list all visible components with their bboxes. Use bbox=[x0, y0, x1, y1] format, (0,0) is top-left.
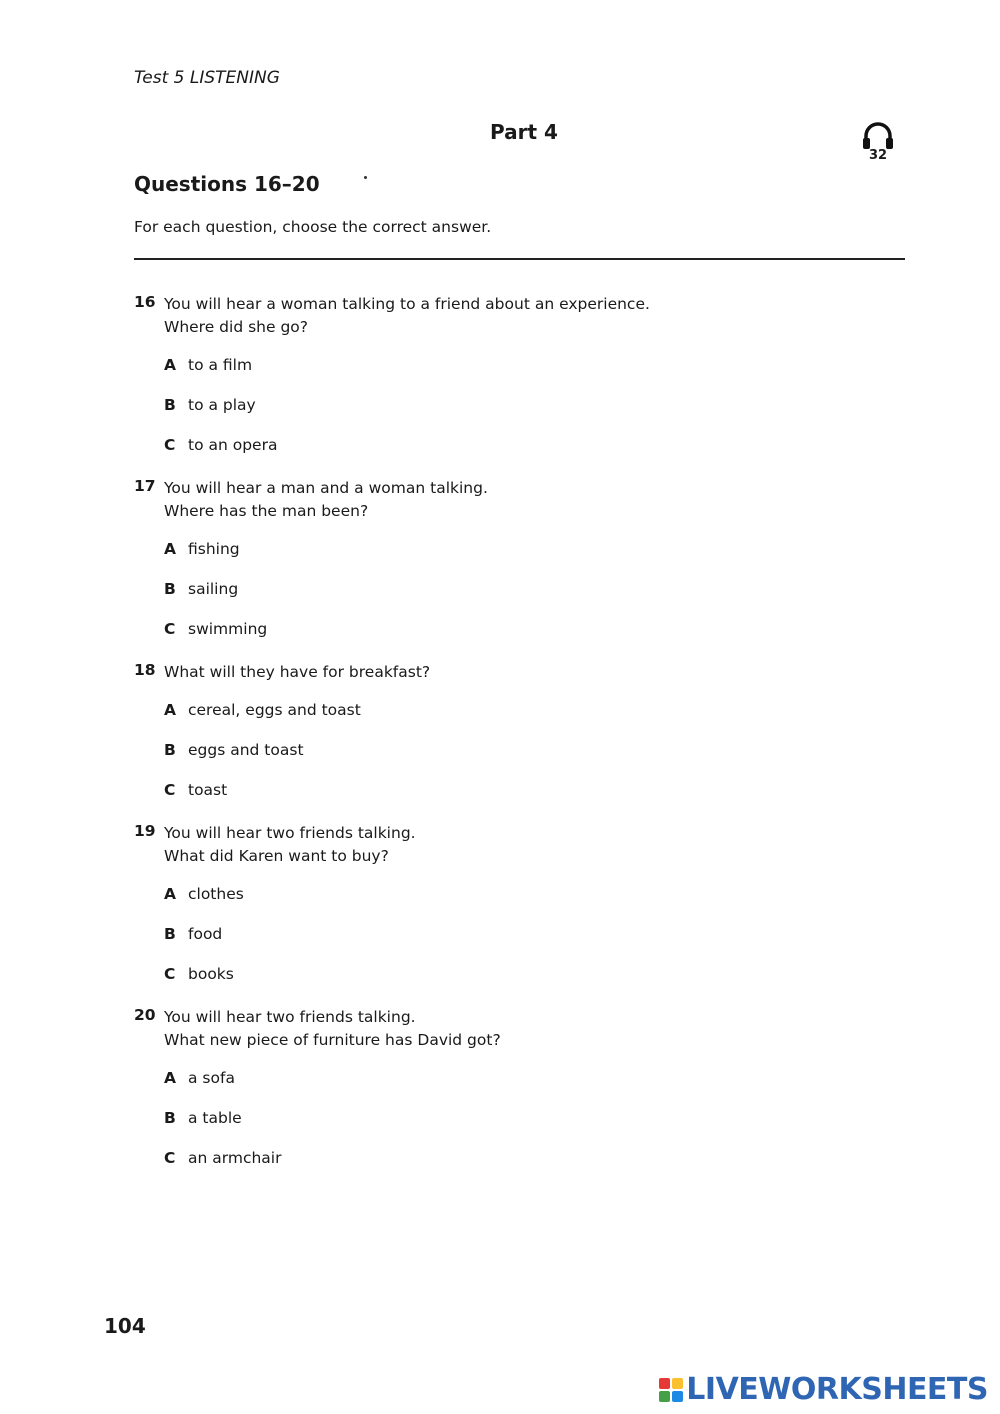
questions-heading: Questions 16–20 bbox=[134, 172, 320, 196]
question-line: What new piece of furniture has David got? bbox=[164, 1031, 501, 1049]
question-line: Where has the man been? bbox=[164, 502, 369, 520]
question-number: 19 bbox=[134, 822, 156, 840]
option-list bbox=[164, 356, 894, 476]
option-letter: A bbox=[164, 356, 176, 374]
option-letter: A bbox=[164, 1069, 176, 1087]
question-list bbox=[134, 293, 894, 1190]
option-letter: B bbox=[164, 925, 176, 943]
option-text: to an opera bbox=[188, 436, 278, 454]
option-letter: C bbox=[164, 781, 176, 799]
logo-tile bbox=[672, 1378, 683, 1389]
liveworksheets-logo-icon bbox=[659, 1378, 683, 1402]
option-letter: B bbox=[164, 396, 176, 414]
option-c[interactable] bbox=[164, 965, 894, 1005]
option-c[interactable] bbox=[164, 436, 894, 476]
question-prompt bbox=[164, 1006, 894, 1052]
question-prompt bbox=[164, 661, 894, 684]
option-letter: C bbox=[164, 436, 176, 454]
option-text: fishing bbox=[188, 540, 240, 558]
question-prompt bbox=[164, 293, 894, 339]
option-b[interactable] bbox=[164, 741, 894, 781]
question-number: 17 bbox=[134, 477, 156, 495]
scan-speck bbox=[364, 176, 367, 179]
page-number: 104 bbox=[104, 1314, 146, 1338]
option-letter: B bbox=[164, 1109, 176, 1127]
option-list bbox=[164, 1069, 894, 1189]
option-text: swimming bbox=[188, 620, 268, 638]
option-text: food bbox=[188, 925, 223, 943]
running-head: Test 5 LISTENING bbox=[134, 68, 280, 88]
option-b[interactable] bbox=[164, 1109, 894, 1149]
logo-tile bbox=[672, 1391, 683, 1402]
option-text: clothes bbox=[188, 885, 244, 903]
option-letter: B bbox=[164, 580, 176, 598]
option-a[interactable] bbox=[164, 701, 894, 741]
question-line: You will hear two friends talking. bbox=[164, 824, 416, 842]
option-text: a sofa bbox=[188, 1069, 235, 1087]
logo-tile bbox=[659, 1378, 670, 1389]
brand-name: LIVEWORKSHEETS bbox=[686, 1372, 988, 1407]
option-letter: B bbox=[164, 741, 176, 759]
instruction-text: For each question, choose the correct answer. bbox=[134, 218, 492, 236]
option-letter: A bbox=[164, 885, 176, 903]
headphones-icon bbox=[861, 120, 895, 150]
question-prompt bbox=[164, 477, 894, 523]
question-line: What did Karen want to buy? bbox=[164, 847, 389, 865]
audio-track-marker bbox=[858, 120, 898, 163]
option-b[interactable] bbox=[164, 580, 894, 620]
question-20 bbox=[134, 1006, 894, 1189]
option-text: books bbox=[188, 965, 234, 983]
question-number: 16 bbox=[134, 293, 156, 311]
option-a[interactable] bbox=[164, 540, 894, 580]
question-line: You will hear two friends talking. bbox=[164, 1008, 416, 1026]
option-letter: A bbox=[164, 701, 176, 719]
question-line: What will they have for breakfast? bbox=[164, 663, 431, 681]
option-letter: C bbox=[164, 620, 176, 638]
option-letter: A bbox=[164, 540, 176, 558]
question-17 bbox=[134, 477, 894, 660]
option-letter: C bbox=[164, 965, 176, 983]
option-c[interactable] bbox=[164, 620, 894, 660]
option-a[interactable] bbox=[164, 1069, 894, 1109]
option-list bbox=[164, 701, 894, 821]
question-16 bbox=[134, 293, 894, 476]
option-letter: C bbox=[164, 1149, 176, 1167]
question-number: 18 bbox=[134, 661, 156, 679]
option-b[interactable] bbox=[164, 396, 894, 436]
audio-track-number: 32 bbox=[868, 148, 888, 163]
option-c[interactable] bbox=[164, 1149, 894, 1189]
divider-rule bbox=[134, 258, 905, 260]
option-text: eggs and toast bbox=[188, 741, 304, 759]
option-text: to a play bbox=[188, 396, 256, 414]
option-text: to a film bbox=[188, 356, 253, 374]
liveworksheets-logo[interactable] bbox=[659, 1372, 988, 1407]
option-list bbox=[164, 885, 894, 1005]
option-text: sailing bbox=[188, 580, 239, 598]
logo-tile bbox=[659, 1391, 670, 1402]
question-number: 20 bbox=[134, 1006, 156, 1024]
option-a[interactable] bbox=[164, 885, 894, 925]
question-18 bbox=[134, 661, 894, 821]
option-a[interactable] bbox=[164, 356, 894, 396]
option-list bbox=[164, 540, 894, 660]
option-c[interactable] bbox=[164, 781, 894, 821]
option-text: cereal, eggs and toast bbox=[188, 701, 361, 719]
question-19 bbox=[134, 822, 894, 1005]
option-text: a table bbox=[188, 1109, 242, 1127]
option-text: an armchair bbox=[188, 1149, 282, 1167]
question-prompt bbox=[164, 822, 894, 868]
option-text: toast bbox=[188, 781, 228, 799]
part-title: Part 4 bbox=[490, 120, 558, 144]
option-b[interactable] bbox=[164, 925, 894, 965]
question-line: Where did she go? bbox=[164, 318, 309, 336]
question-line: You will hear a man and a woman talking. bbox=[164, 479, 488, 497]
question-line: You will hear a woman talking to a friend about an experience. bbox=[164, 295, 650, 313]
